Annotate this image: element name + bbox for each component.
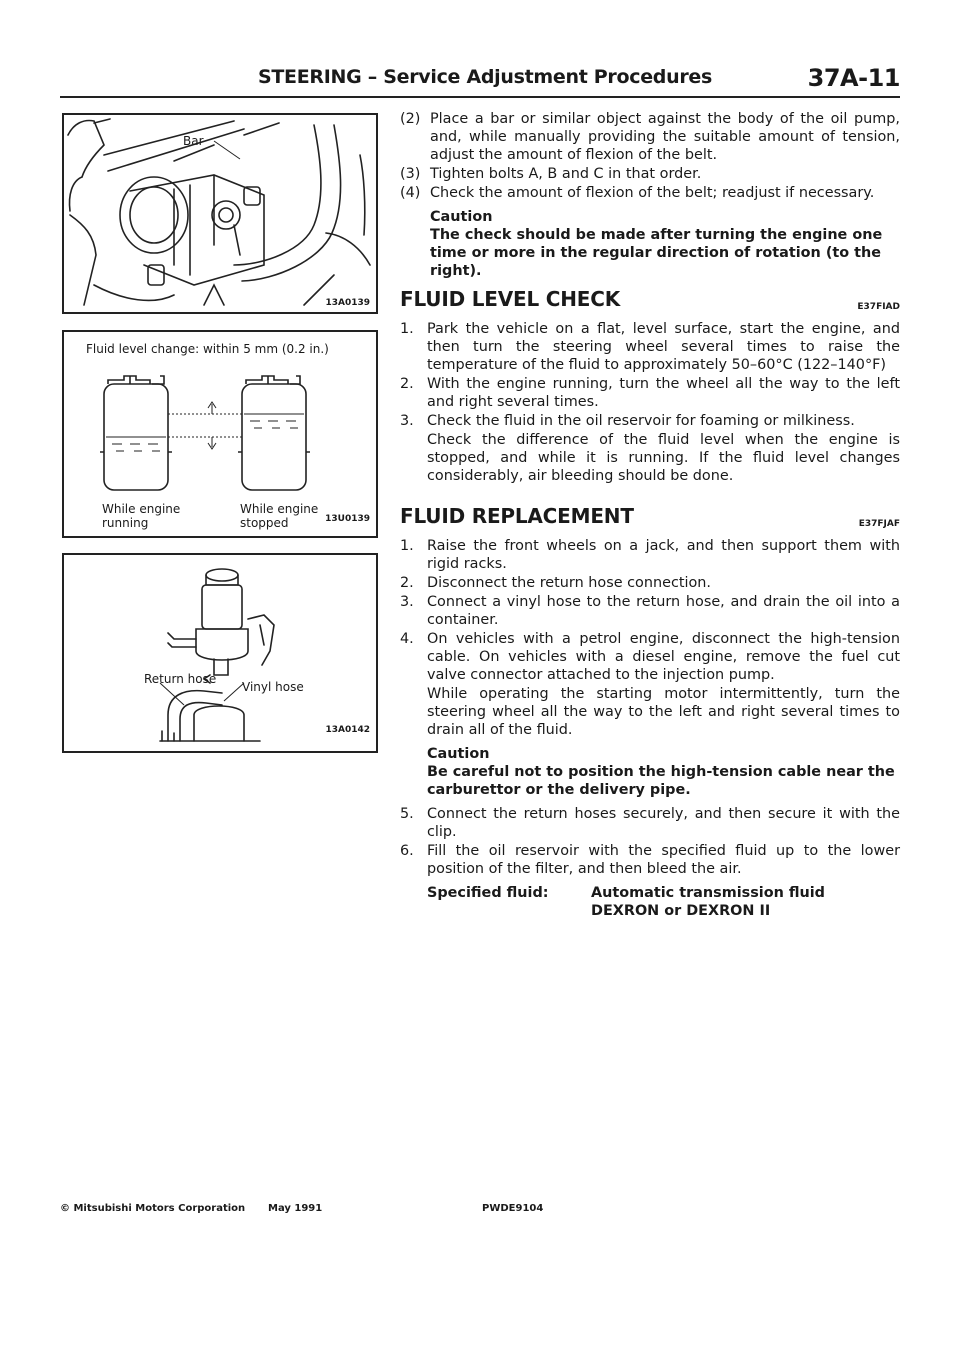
section-title: FLUID REPLACEMENT: [400, 504, 634, 528]
check-note: Check the difference of the fluid level when the engine is stopped, and while it is running. If the fluid level changes considerably, air bleeding should be done.: [427, 432, 900, 484]
figure-belt-tension: [62, 113, 378, 314]
adjust-step: (4) Check the amount of flexion of the belt; readjust if necessary.: [400, 185, 875, 201]
section-code: E37FIAD: [857, 302, 900, 312]
figure-reservoir-hoses: [62, 553, 378, 753]
specified-fluid: [427, 884, 900, 920]
footer-doc-code: PWDE9104: [482, 1203, 544, 1214]
label-return-hose: Return hose: [144, 672, 217, 686]
belt-illustration: [64, 115, 376, 312]
vinyl-hose-leader: [224, 683, 244, 701]
footer-date: May 1991: [268, 1203, 323, 1214]
replacement-step: 5. Connect the return hoses securely, and then secure it with the clip.: [400, 806, 900, 840]
label-bar: Bar: [183, 134, 204, 148]
caption-engine-stopped: While engine stopped: [240, 502, 319, 530]
header-rule: [60, 96, 900, 98]
replacement-step: 3. Connect a vinyl hose to the return hose, and drain the oil into a container.: [400, 594, 900, 628]
section-title: FLUID LEVEL CHECK: [400, 287, 621, 311]
section-code: E37FJAF: [858, 519, 900, 529]
adjust-step: (2) Place a bar or similar object against the body of the oil pump, and, while manually providing the suitable amount of tension, adjust the amount of flexion of the belt.: [400, 111, 900, 163]
reservoir-diagram: [64, 555, 376, 751]
check-step: 3. Check the fluid in the oil reservoir for foaming or milkiness.: [400, 413, 855, 429]
fluid-level-title: Fluid level change: within 5 mm (0.2 in.): [86, 342, 329, 356]
page-number: 37A-11: [807, 64, 900, 92]
check-step: 1. Park the vehicle on a flat, level surface, start the engine, and then turn the steering wheel several times to raise the temperature of the fluid to approximately 50–60°C (122–140°F): [400, 321, 900, 373]
figure-code: 13A0142: [325, 725, 370, 735]
adjust-step: (3) Tighten bolts A, B and C in that order.: [400, 166, 702, 182]
main-text-column: [400, 110, 900, 920]
title-main: STEERING: [258, 66, 362, 88]
replacement-step: 1. Raise the front wheels on a jack, and then support them with rigid racks.: [400, 538, 900, 572]
page-title: [258, 66, 712, 88]
check-step: 2. With the engine running, turn the wheel all the way to the left and right several times.: [400, 376, 900, 410]
figure-fluid-level: [62, 330, 378, 538]
caution-heading: Caution: [427, 746, 490, 762]
caption-engine-running: While engine running: [102, 502, 181, 530]
replacement-step: 4. On vehicles with a petrol engine, disconnect the high-tension cable. On vehicles with a diesel engine, remove the fuel cut valve connector attached to the injection pump.: [400, 631, 900, 683]
replacement-step: 2. Disconnect the return hose connection.: [400, 575, 711, 591]
section-fluid-level-check: [400, 287, 900, 314]
replacement-step: 6. Fill the oil reservoir with the specified fluid up to the lower position of the filter, and then bleed the air.: [400, 843, 900, 877]
bar-leader: [214, 141, 240, 159]
figure-code: 13U0139: [325, 514, 370, 524]
replacement-step-note: While operating the starting motor intermittently, turn the steering wheel all the way to the left and right several times to drain all of the fluid.: [427, 686, 900, 738]
label-vinyl-hose: Vinyl hose: [242, 680, 304, 694]
section-fluid-replacement: [400, 504, 900, 531]
page-header: [60, 62, 900, 94]
caution-text: Be careful not to position the high-tension cable near the carburettor or the delivery pipe.: [427, 764, 895, 798]
title-sub: – Service Adjustment Procedures: [367, 66, 712, 88]
spec-value: DEXRON or DEXRON II: [591, 903, 771, 919]
caution-text: The check should be made after turning the engine one time or more in the regular direction of rotation (to the right).: [430, 227, 883, 279]
caution-heading: Caution: [430, 209, 493, 225]
footer-copyright: © Mitsubishi Motors Corporation: [60, 1203, 246, 1214]
figure-code: 13A0139: [325, 298, 370, 308]
spec-label: Specified fluid:: [427, 885, 549, 901]
spec-value: Automatic transmission fluid: [591, 885, 825, 901]
